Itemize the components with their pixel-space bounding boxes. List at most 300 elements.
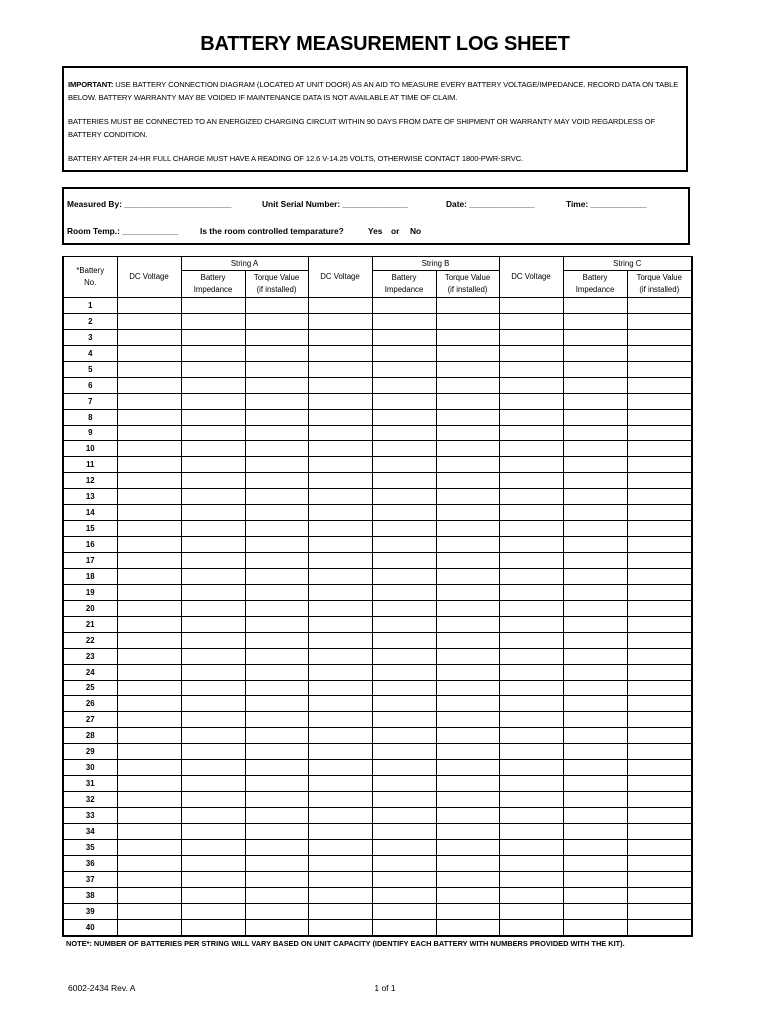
string-c-torque-cell[interactable] [627, 425, 692, 441]
string-c-dc-voltage-cell[interactable] [499, 345, 563, 361]
string-b-dc-voltage-cell[interactable] [308, 425, 372, 441]
string-b-dc-voltage-cell[interactable] [308, 584, 372, 600]
string-a-torque-cell[interactable] [245, 409, 308, 425]
string-a-torque-cell[interactable] [245, 776, 308, 792]
string-a-dc-voltage-cell[interactable] [117, 664, 181, 680]
string-c-torque-cell[interactable] [627, 839, 692, 855]
string-b-dc-voltage-cell[interactable] [308, 712, 372, 728]
string-b-impedance-cell[interactable] [372, 855, 436, 871]
string-c-impedance-cell[interactable] [563, 744, 627, 760]
string-a-dc-voltage-cell[interactable] [117, 345, 181, 361]
yes-option[interactable]: Yes [368, 226, 383, 236]
string-b-torque-cell[interactable] [436, 776, 499, 792]
string-a-dc-voltage-cell[interactable] [117, 537, 181, 553]
string-a-dc-voltage-cell[interactable] [117, 441, 181, 457]
string-a-impedance-cell[interactable] [181, 393, 245, 409]
string-a-impedance-cell[interactable] [181, 489, 245, 505]
string-a-torque-cell[interactable] [245, 616, 308, 632]
string-a-dc-voltage-cell[interactable] [117, 792, 181, 808]
string-a-torque-cell[interactable] [245, 760, 308, 776]
string-a-torque-cell[interactable] [245, 632, 308, 648]
string-c-impedance-cell[interactable] [563, 521, 627, 537]
string-c-torque-cell[interactable] [627, 584, 692, 600]
string-b-dc-voltage-cell[interactable] [308, 887, 372, 903]
string-a-impedance-cell[interactable] [181, 871, 245, 887]
string-c-torque-cell[interactable] [627, 792, 692, 808]
string-c-torque-cell[interactable] [627, 441, 692, 457]
string-c-dc-voltage-cell[interactable] [499, 425, 563, 441]
string-a-impedance-cell[interactable] [181, 568, 245, 584]
string-b-impedance-cell[interactable] [372, 553, 436, 569]
string-b-impedance-cell[interactable] [372, 776, 436, 792]
string-a-torque-cell[interactable] [245, 855, 308, 871]
string-c-dc-voltage-cell[interactable] [499, 521, 563, 537]
string-b-torque-cell[interactable] [436, 600, 499, 616]
string-b-torque-cell[interactable] [436, 553, 499, 569]
string-b-torque-cell[interactable] [436, 584, 499, 600]
string-b-torque-cell[interactable] [436, 664, 499, 680]
string-c-impedance-cell[interactable] [563, 457, 627, 473]
string-a-dc-voltage-cell[interactable] [117, 425, 181, 441]
string-a-impedance-cell[interactable] [181, 537, 245, 553]
string-c-dc-voltage-cell[interactable] [499, 855, 563, 871]
string-c-impedance-cell[interactable] [563, 298, 627, 314]
string-c-torque-cell[interactable] [627, 393, 692, 409]
string-b-dc-voltage-cell[interactable] [308, 664, 372, 680]
string-a-dc-voltage-cell[interactable] [117, 680, 181, 696]
string-c-torque-cell[interactable] [627, 329, 692, 345]
string-b-torque-cell[interactable] [436, 903, 499, 919]
string-a-impedance-cell[interactable] [181, 855, 245, 871]
string-a-torque-cell[interactable] [245, 744, 308, 760]
string-c-impedance-cell[interactable] [563, 553, 627, 569]
string-c-impedance-cell[interactable] [563, 329, 627, 345]
string-b-dc-voltage-cell[interactable] [308, 377, 372, 393]
string-c-torque-cell[interactable] [627, 568, 692, 584]
string-b-impedance-cell[interactable] [372, 792, 436, 808]
string-b-dc-voltage-cell[interactable] [308, 823, 372, 839]
string-c-dc-voltage-cell[interactable] [499, 839, 563, 855]
string-a-dc-voltage-cell[interactable] [117, 473, 181, 489]
string-b-torque-cell[interactable] [436, 361, 499, 377]
string-c-impedance-cell[interactable] [563, 568, 627, 584]
string-c-dc-voltage-cell[interactable] [499, 553, 563, 569]
string-c-torque-cell[interactable] [627, 345, 692, 361]
string-a-torque-cell[interactable] [245, 919, 308, 935]
string-b-torque-cell[interactable] [436, 855, 499, 871]
string-c-impedance-cell[interactable] [563, 473, 627, 489]
string-b-torque-cell[interactable] [436, 808, 499, 824]
string-c-dc-voltage-cell[interactable] [499, 728, 563, 744]
string-b-impedance-cell[interactable] [372, 616, 436, 632]
string-a-dc-voltage-cell[interactable] [117, 903, 181, 919]
string-b-torque-cell[interactable] [436, 632, 499, 648]
string-b-impedance-cell[interactable] [372, 393, 436, 409]
string-c-impedance-cell[interactable] [563, 505, 627, 521]
string-a-torque-cell[interactable] [245, 839, 308, 855]
string-c-torque-cell[interactable] [627, 648, 692, 664]
string-b-impedance-cell[interactable] [372, 903, 436, 919]
string-c-impedance-cell[interactable] [563, 792, 627, 808]
string-a-dc-voltage-cell[interactable] [117, 632, 181, 648]
string-c-impedance-cell[interactable] [563, 839, 627, 855]
string-b-dc-voltage-cell[interactable] [308, 744, 372, 760]
string-a-torque-cell[interactable] [245, 329, 308, 345]
string-a-torque-cell[interactable] [245, 441, 308, 457]
string-a-dc-voltage-cell[interactable] [117, 712, 181, 728]
string-b-torque-cell[interactable] [436, 345, 499, 361]
string-a-impedance-cell[interactable] [181, 521, 245, 537]
string-b-impedance-cell[interactable] [372, 648, 436, 664]
string-a-impedance-cell[interactable] [181, 553, 245, 569]
room-temp-field[interactable]: Room Temp.: ____________ [67, 226, 179, 236]
string-b-dc-voltage-cell[interactable] [308, 361, 372, 377]
string-c-torque-cell[interactable] [627, 823, 692, 839]
string-c-dc-voltage-cell[interactable] [499, 505, 563, 521]
string-b-impedance-cell[interactable] [372, 696, 436, 712]
string-c-dc-voltage-cell[interactable] [499, 568, 563, 584]
string-a-torque-cell[interactable] [245, 648, 308, 664]
string-a-torque-cell[interactable] [245, 537, 308, 553]
unit-serial-field[interactable]: Unit Serial Number: ______________ [262, 199, 408, 209]
string-c-dc-voltage-cell[interactable] [499, 393, 563, 409]
time-field[interactable]: Time: ____________ [566, 199, 647, 209]
string-b-dc-voltage-cell[interactable] [308, 696, 372, 712]
string-c-torque-cell[interactable] [627, 616, 692, 632]
string-a-torque-cell[interactable] [245, 871, 308, 887]
string-a-torque-cell[interactable] [245, 553, 308, 569]
string-c-torque-cell[interactable] [627, 457, 692, 473]
string-c-torque-cell[interactable] [627, 361, 692, 377]
string-c-dc-voltage-cell[interactable] [499, 537, 563, 553]
string-b-dc-voltage-cell[interactable] [308, 728, 372, 744]
string-b-dc-voltage-cell[interactable] [308, 553, 372, 569]
string-a-torque-cell[interactable] [245, 728, 308, 744]
string-a-torque-cell[interactable] [245, 521, 308, 537]
string-a-dc-voltage-cell[interactable] [117, 489, 181, 505]
string-c-impedance-cell[interactable] [563, 712, 627, 728]
string-b-torque-cell[interactable] [436, 313, 499, 329]
string-a-torque-cell[interactable] [245, 584, 308, 600]
string-b-torque-cell[interactable] [436, 728, 499, 744]
string-b-dc-voltage-cell[interactable] [308, 855, 372, 871]
string-c-torque-cell[interactable] [627, 728, 692, 744]
string-c-impedance-cell[interactable] [563, 345, 627, 361]
string-a-dc-voltage-cell[interactable] [117, 728, 181, 744]
string-b-torque-cell[interactable] [436, 616, 499, 632]
string-a-torque-cell[interactable] [245, 887, 308, 903]
string-a-impedance-cell[interactable] [181, 823, 245, 839]
string-c-dc-voltage-cell[interactable] [499, 744, 563, 760]
string-c-dc-voltage-cell[interactable] [499, 409, 563, 425]
string-a-torque-cell[interactable] [245, 298, 308, 314]
string-b-impedance-cell[interactable] [372, 425, 436, 441]
string-b-torque-cell[interactable] [436, 568, 499, 584]
string-b-impedance-cell[interactable] [372, 839, 436, 855]
string-a-impedance-cell[interactable] [181, 744, 245, 760]
string-b-torque-cell[interactable] [436, 919, 499, 935]
string-a-dc-voltage-cell[interactable] [117, 521, 181, 537]
string-b-torque-cell[interactable] [436, 521, 499, 537]
string-b-dc-voltage-cell[interactable] [308, 871, 372, 887]
string-b-impedance-cell[interactable] [372, 600, 436, 616]
string-a-torque-cell[interactable] [245, 600, 308, 616]
string-b-impedance-cell[interactable] [372, 377, 436, 393]
string-c-torque-cell[interactable] [627, 871, 692, 887]
string-c-impedance-cell[interactable] [563, 696, 627, 712]
string-b-torque-cell[interactable] [436, 871, 499, 887]
string-c-impedance-cell[interactable] [563, 728, 627, 744]
string-a-dc-voltage-cell[interactable] [117, 409, 181, 425]
string-c-dc-voltage-cell[interactable] [499, 616, 563, 632]
string-b-impedance-cell[interactable] [372, 760, 436, 776]
string-c-impedance-cell[interactable] [563, 537, 627, 553]
string-b-torque-cell[interactable] [436, 441, 499, 457]
string-a-impedance-cell[interactable] [181, 600, 245, 616]
string-a-dc-voltage-cell[interactable] [117, 887, 181, 903]
string-a-dc-voltage-cell[interactable] [117, 855, 181, 871]
string-a-torque-cell[interactable] [245, 393, 308, 409]
string-b-impedance-cell[interactable] [372, 568, 436, 584]
string-b-dc-voltage-cell[interactable] [308, 409, 372, 425]
string-a-dc-voltage-cell[interactable] [117, 648, 181, 664]
string-c-dc-voltage-cell[interactable] [499, 680, 563, 696]
string-a-impedance-cell[interactable] [181, 648, 245, 664]
string-b-dc-voltage-cell[interactable] [308, 648, 372, 664]
string-b-torque-cell[interactable] [436, 680, 499, 696]
string-b-dc-voltage-cell[interactable] [308, 329, 372, 345]
string-b-impedance-cell[interactable] [372, 887, 436, 903]
string-b-torque-cell[interactable] [436, 648, 499, 664]
string-a-dc-voltage-cell[interactable] [117, 377, 181, 393]
string-a-impedance-cell[interactable] [181, 361, 245, 377]
string-a-torque-cell[interactable] [245, 823, 308, 839]
string-c-impedance-cell[interactable] [563, 855, 627, 871]
string-c-torque-cell[interactable] [627, 887, 692, 903]
string-a-dc-voltage-cell[interactable] [117, 361, 181, 377]
string-c-torque-cell[interactable] [627, 919, 692, 935]
string-a-dc-voltage-cell[interactable] [117, 329, 181, 345]
string-b-dc-voltage-cell[interactable] [308, 903, 372, 919]
string-c-dc-voltage-cell[interactable] [499, 792, 563, 808]
string-a-impedance-cell[interactable] [181, 473, 245, 489]
string-c-torque-cell[interactable] [627, 776, 692, 792]
string-c-impedance-cell[interactable] [563, 313, 627, 329]
string-b-torque-cell[interactable] [436, 760, 499, 776]
string-c-impedance-cell[interactable] [563, 361, 627, 377]
string-b-impedance-cell[interactable] [372, 632, 436, 648]
string-c-impedance-cell[interactable] [563, 776, 627, 792]
string-c-torque-cell[interactable] [627, 664, 692, 680]
string-a-torque-cell[interactable] [245, 903, 308, 919]
string-c-torque-cell[interactable] [627, 744, 692, 760]
string-a-dc-voltage-cell[interactable] [117, 776, 181, 792]
string-a-impedance-cell[interactable] [181, 808, 245, 824]
string-c-torque-cell[interactable] [627, 553, 692, 569]
string-a-impedance-cell[interactable] [181, 313, 245, 329]
string-a-impedance-cell[interactable] [181, 728, 245, 744]
string-c-dc-voltage-cell[interactable] [499, 457, 563, 473]
string-c-torque-cell[interactable] [627, 313, 692, 329]
string-a-impedance-cell[interactable] [181, 919, 245, 935]
string-b-dc-voltage-cell[interactable] [308, 632, 372, 648]
string-b-dc-voltage-cell[interactable] [308, 568, 372, 584]
string-b-dc-voltage-cell[interactable] [308, 345, 372, 361]
string-c-impedance-cell[interactable] [563, 489, 627, 505]
string-b-dc-voltage-cell[interactable] [308, 776, 372, 792]
string-c-impedance-cell[interactable] [563, 887, 627, 903]
string-c-dc-voltage-cell[interactable] [499, 823, 563, 839]
string-a-impedance-cell[interactable] [181, 616, 245, 632]
string-a-torque-cell[interactable] [245, 808, 308, 824]
string-c-torque-cell[interactable] [627, 409, 692, 425]
string-a-dc-voltage-cell[interactable] [117, 616, 181, 632]
string-b-dc-voltage-cell[interactable] [308, 298, 372, 314]
string-c-impedance-cell[interactable] [563, 409, 627, 425]
string-b-impedance-cell[interactable] [372, 521, 436, 537]
string-a-dc-voltage-cell[interactable] [117, 839, 181, 855]
string-a-dc-voltage-cell[interactable] [117, 457, 181, 473]
string-b-dc-voltage-cell[interactable] [308, 393, 372, 409]
string-b-impedance-cell[interactable] [372, 409, 436, 425]
string-b-impedance-cell[interactable] [372, 537, 436, 553]
string-c-dc-voltage-cell[interactable] [499, 903, 563, 919]
string-b-dc-voltage-cell[interactable] [308, 680, 372, 696]
string-c-dc-voltage-cell[interactable] [499, 648, 563, 664]
string-b-impedance-cell[interactable] [372, 329, 436, 345]
string-c-torque-cell[interactable] [627, 760, 692, 776]
string-a-torque-cell[interactable] [245, 712, 308, 728]
string-a-torque-cell[interactable] [245, 425, 308, 441]
string-b-dc-voltage-cell[interactable] [308, 600, 372, 616]
string-b-torque-cell[interactable] [436, 537, 499, 553]
string-b-impedance-cell[interactable] [372, 728, 436, 744]
string-c-torque-cell[interactable] [627, 632, 692, 648]
string-a-torque-cell[interactable] [245, 664, 308, 680]
string-a-torque-cell[interactable] [245, 792, 308, 808]
string-a-dc-voltage-cell[interactable] [117, 760, 181, 776]
string-b-dc-voltage-cell[interactable] [308, 457, 372, 473]
string-b-dc-voltage-cell[interactable] [308, 616, 372, 632]
string-b-dc-voltage-cell[interactable] [308, 489, 372, 505]
string-b-impedance-cell[interactable] [372, 664, 436, 680]
string-a-dc-voltage-cell[interactable] [117, 823, 181, 839]
string-c-torque-cell[interactable] [627, 537, 692, 553]
string-b-torque-cell[interactable] [436, 409, 499, 425]
string-b-torque-cell[interactable] [436, 489, 499, 505]
string-b-impedance-cell[interactable] [372, 505, 436, 521]
string-c-dc-voltage-cell[interactable] [499, 600, 563, 616]
string-c-dc-voltage-cell[interactable] [499, 473, 563, 489]
string-c-impedance-cell[interactable] [563, 760, 627, 776]
string-c-dc-voltage-cell[interactable] [499, 664, 563, 680]
string-c-torque-cell[interactable] [627, 489, 692, 505]
string-b-dc-voltage-cell[interactable] [308, 808, 372, 824]
string-c-impedance-cell[interactable] [563, 664, 627, 680]
string-a-torque-cell[interactable] [245, 377, 308, 393]
string-c-impedance-cell[interactable] [563, 871, 627, 887]
string-b-torque-cell[interactable] [436, 425, 499, 441]
string-c-impedance-cell[interactable] [563, 632, 627, 648]
string-a-impedance-cell[interactable] [181, 760, 245, 776]
string-b-dc-voltage-cell[interactable] [308, 441, 372, 457]
string-a-torque-cell[interactable] [245, 489, 308, 505]
string-b-torque-cell[interactable] [436, 839, 499, 855]
string-b-torque-cell[interactable] [436, 792, 499, 808]
string-a-impedance-cell[interactable] [181, 903, 245, 919]
string-c-impedance-cell[interactable] [563, 377, 627, 393]
string-b-dc-voltage-cell[interactable] [308, 537, 372, 553]
string-a-torque-cell[interactable] [245, 361, 308, 377]
string-b-torque-cell[interactable] [436, 712, 499, 728]
string-b-dc-voltage-cell[interactable] [308, 473, 372, 489]
string-c-dc-voltage-cell[interactable] [499, 919, 563, 935]
string-a-impedance-cell[interactable] [181, 298, 245, 314]
string-a-torque-cell[interactable] [245, 473, 308, 489]
string-a-impedance-cell[interactable] [181, 505, 245, 521]
string-b-impedance-cell[interactable] [372, 823, 436, 839]
string-b-impedance-cell[interactable] [372, 457, 436, 473]
string-b-torque-cell[interactable] [436, 377, 499, 393]
string-c-torque-cell[interactable] [627, 473, 692, 489]
string-a-impedance-cell[interactable] [181, 680, 245, 696]
string-c-dc-voltage-cell[interactable] [499, 329, 563, 345]
string-c-dc-voltage-cell[interactable] [499, 776, 563, 792]
string-b-impedance-cell[interactable] [372, 871, 436, 887]
string-c-dc-voltage-cell[interactable] [499, 760, 563, 776]
measured-by-field[interactable]: Measured By: _______________________ [67, 199, 232, 209]
string-c-dc-voltage-cell[interactable] [499, 361, 563, 377]
string-b-impedance-cell[interactable] [372, 744, 436, 760]
string-a-dc-voltage-cell[interactable] [117, 871, 181, 887]
string-c-impedance-cell[interactable] [563, 808, 627, 824]
string-a-dc-voltage-cell[interactable] [117, 568, 181, 584]
string-a-impedance-cell[interactable] [181, 584, 245, 600]
string-b-torque-cell[interactable] [436, 887, 499, 903]
string-c-dc-voltage-cell[interactable] [499, 489, 563, 505]
string-a-impedance-cell[interactable] [181, 457, 245, 473]
string-a-impedance-cell[interactable] [181, 792, 245, 808]
string-c-torque-cell[interactable] [627, 808, 692, 824]
string-b-torque-cell[interactable] [436, 393, 499, 409]
string-b-impedance-cell[interactable] [372, 298, 436, 314]
string-c-torque-cell[interactable] [627, 521, 692, 537]
string-c-dc-voltage-cell[interactable] [499, 377, 563, 393]
string-c-impedance-cell[interactable] [563, 919, 627, 935]
string-a-dc-voltage-cell[interactable] [117, 600, 181, 616]
string-a-impedance-cell[interactable] [181, 887, 245, 903]
string-a-impedance-cell[interactable] [181, 441, 245, 457]
string-a-torque-cell[interactable] [245, 696, 308, 712]
string-a-dc-voltage-cell[interactable] [117, 919, 181, 935]
string-c-torque-cell[interactable] [627, 855, 692, 871]
string-c-torque-cell[interactable] [627, 903, 692, 919]
string-c-dc-voltage-cell[interactable] [499, 696, 563, 712]
string-a-impedance-cell[interactable] [181, 329, 245, 345]
string-a-impedance-cell[interactable] [181, 377, 245, 393]
string-b-impedance-cell[interactable] [372, 489, 436, 505]
date-field[interactable]: Date: ______________ [446, 199, 535, 209]
string-c-impedance-cell[interactable] [563, 441, 627, 457]
string-b-impedance-cell[interactable] [372, 361, 436, 377]
string-c-dc-voltage-cell[interactable] [499, 298, 563, 314]
string-b-dc-voltage-cell[interactable] [308, 792, 372, 808]
string-b-torque-cell[interactable] [436, 505, 499, 521]
string-a-impedance-cell[interactable] [181, 712, 245, 728]
string-a-impedance-cell[interactable] [181, 425, 245, 441]
string-b-impedance-cell[interactable] [372, 345, 436, 361]
string-b-impedance-cell[interactable] [372, 712, 436, 728]
